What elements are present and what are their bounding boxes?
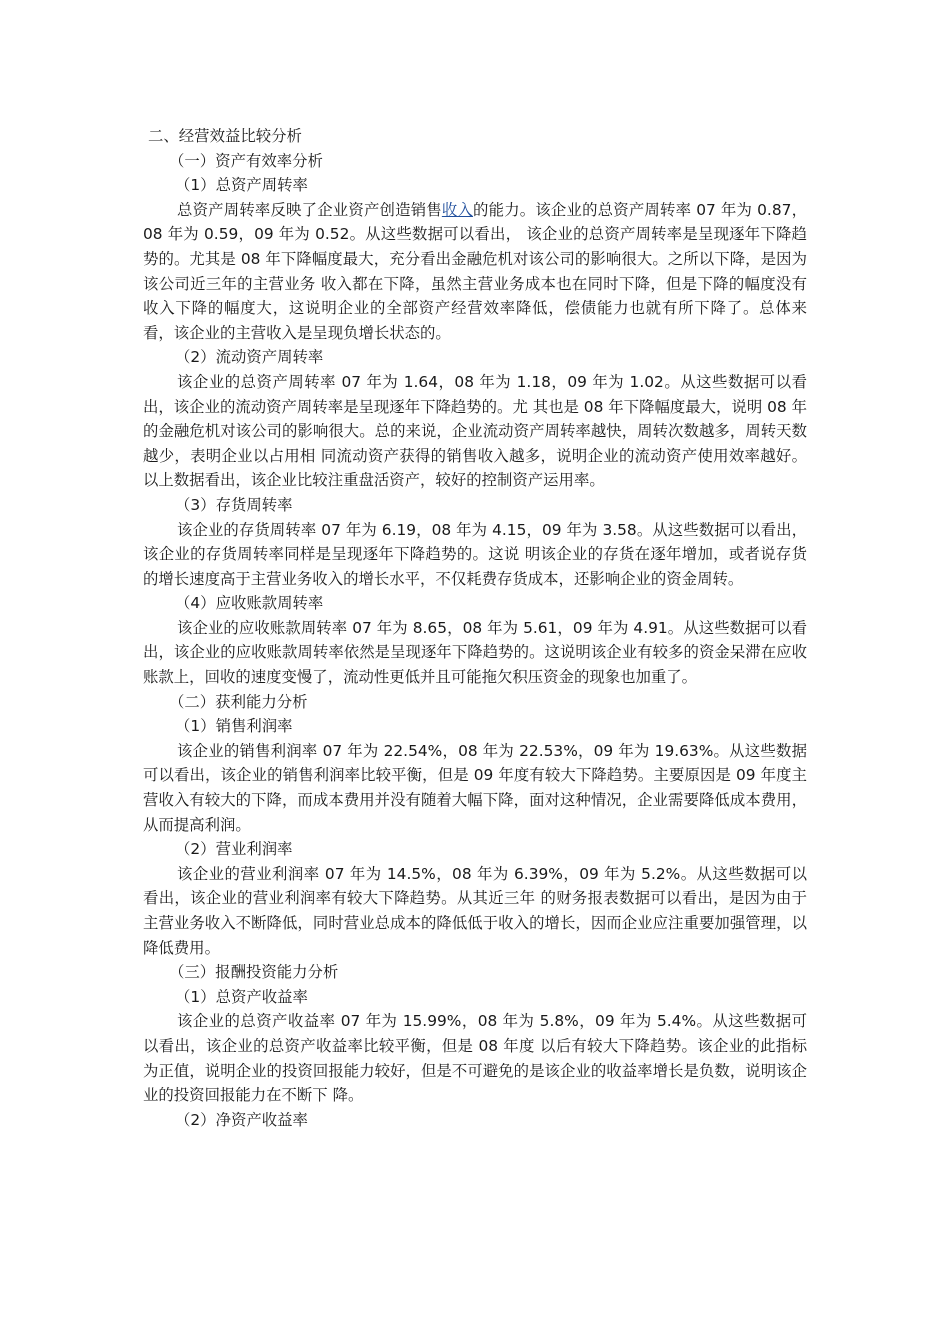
document-body	[143, 124, 807, 1132]
paragraph-return-on-assets: 该企业的总资产收益率 07 年为 15.99%，08 年为 5.8%，09 年为 5.4%。从这些数据可以看出，该企业的总资产收益率比较平衡，但是 08 年度 以后有较大下降趋势。该企业的此指标为正值，说明企业的投资回报能力较好，但是不可避免的是该企业的收益率增长是负数，说明该企业的投资回报能力在不断下 降。	[143, 1012, 807, 1105]
section-heading: 二、经营效益比较分析	[148, 127, 302, 145]
subsection-heading-profitability: （二）获利能力分析	[169, 692, 308, 711]
paragraph-operating-profit-margin: 该企业的营业利润率 07 年为 14.5%，08 年为 6.39%，09 年为 5.2%。从这些数据可以看出，该企业的营业利润率有较大下降趋势。从其近三年 的财务报表数据可以看出，是因为由于主营业务收入不断降低，同时营业总成本的降低低于收入的增长，因而企业应注重要加强管理，以降低费用。	[143, 864, 807, 957]
item-heading-inventory-turnover: （3）存货周转率	[175, 495, 293, 514]
item-heading-total-asset-turnover: （1）总资产周转率	[175, 176, 308, 195]
subsection-heading-investment-return: （三）报酬投资能力分析	[169, 963, 339, 982]
subsection-heading-asset-efficiency: （一）资产有效率分析	[169, 151, 323, 170]
paragraph-current-asset-turnover: 该企业的总资产周转率 07 年为 1.64，08 年为 1.18，09 年为 1.02。从这些数据可以看出，该企业的流动资产周转率是呈现逐年下降趋势的。尤 其也是 08 年下降幅度最大，说明 08 年的金融危机对该公司的影响很大。总的来说，企业流动资产周转率越快，周转次数越多，周转天数越少，表明企业以占用相 同流动资产获得的销售收入越多，说明企业的流动资产使用效率越好。以上数据看出，该企业比较注重盘活资产，较好的控制资产运用率。	[143, 372, 807, 490]
paragraph-receivables-turnover: 该企业的应收账款周转率 07 年为 8.65，08 年为 5.61，09 年为 4.91。从这些数据可以看出，该企业的应收账款周转率依然是呈现逐年下降趋势的。这说明该企业有较多的资金呆滞在应收账款上，回收的速度变慢了，流动性更低并且可能拖欠积压资金的现象也加重了。	[143, 618, 807, 687]
item-heading-sales-profit-margin: （1）销售利润率	[175, 717, 293, 736]
item-heading-current-asset-turnover: （2）流动资产周转率	[175, 348, 324, 367]
item-heading-operating-profit-margin: （2）营业利润率	[175, 840, 293, 859]
item-heading-return-on-assets: （1）总资产收益率	[175, 987, 308, 1006]
paragraph-total-asset-turnover	[143, 198, 807, 346]
income-link[interactable]: 收入	[441, 200, 474, 219]
paragraph-text: 总资产周转率反映了企业资产创造销售	[177, 200, 442, 219]
item-heading-return-on-equity: （2）净资产收益率	[175, 1110, 308, 1129]
paragraph-text: 的能力。该企业的总资产周转率 07 年为 0.87，08 年为 0.59，09 年为 0.52。从这些数据可以看出， 该企业的总资产周转率是呈现逐年下降趋势的。尤其是 08 年下降幅度最大，充分看出金融危机对该公司的影响很大。之所以下降，是因为该公司近三年的主营业务 收入都在下降，虽然主营业务成本也在同时下降，但是下降的幅度没有收入下降的幅度大，这说明企业的全部资产经营效率降低，偿债能力也就有所下降了。总体来 看，该企业的主营收入是呈现负增长状态的。	[143, 200, 807, 342]
item-heading-receivables-turnover: （4）应收账款周转率	[175, 594, 324, 613]
paragraph-inventory-turnover: 该企业的存货周转率 07 年为 6.19，08 年为 4.15，09 年为 3.58。从这些数据可以看出，该企业的存货周转率同样是呈现逐年下降趋势的。这说 明该企业的存货在逐年增加，或者说存货的增长速度高于主营业务收入的增长水平，不仅耗费存货成本，还影响企业的资金周转。	[143, 520, 807, 588]
paragraph-sales-profit-margin: 该企业的销售利润率 07 年为 22.54%，08 年为 22.53%，09 年为 19.63%。从这些数据可以看出，该企业的销售利润率比较平衡，但是 09 年度有较大下降趋势。主要原因是 09 年度主营收入有较大的下降，而成本费用并没有随着大幅下降，面对这种情况，企业需要降低成本费用，从而提高利润。	[143, 741, 807, 834]
